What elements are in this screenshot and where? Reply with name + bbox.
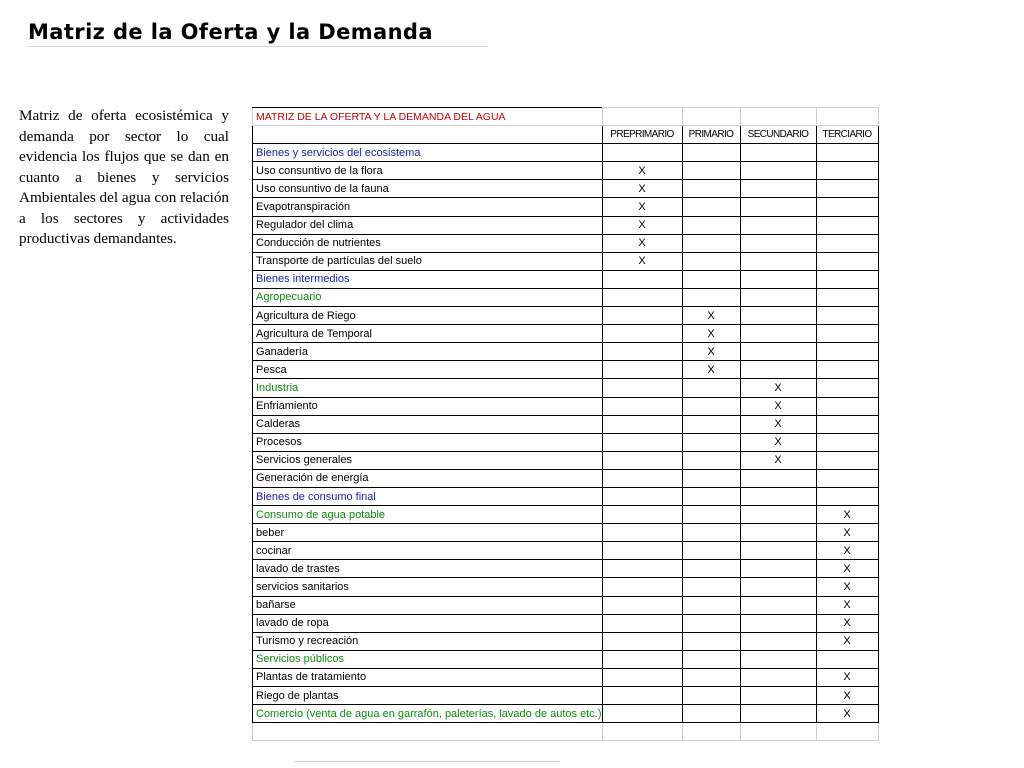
row-label: Regulador del clima [253, 216, 603, 234]
table-row [253, 687, 879, 705]
empty-cell [682, 451, 740, 469]
slide-title: Matriz de la Oferta y la Demanda [28, 20, 433, 44]
empty-cell [602, 379, 682, 397]
empty-cell [602, 343, 682, 361]
row-label: Agropecuario [253, 288, 603, 306]
table-row [253, 560, 879, 578]
empty-cell [682, 180, 740, 198]
empty-cell [682, 560, 740, 578]
empty-cell [816, 162, 878, 180]
row-label: Consumo de agua potable [253, 506, 603, 524]
empty-cell [740, 487, 816, 505]
x-mark-cell: X [816, 668, 878, 686]
table-row [253, 451, 879, 469]
row-label: Ganadería [253, 343, 603, 361]
table-row [253, 325, 879, 343]
empty-cell [682, 668, 740, 686]
matrix-title-row [253, 108, 879, 126]
row-label: Bienes intermedios [253, 270, 603, 288]
empty-cell [740, 524, 816, 542]
empty-cell [816, 723, 878, 741]
table-row [253, 216, 879, 234]
empty-cell [682, 487, 740, 505]
column-header-primario: PRIMARIO [682, 126, 740, 144]
empty-cell [816, 451, 878, 469]
empty-cell [682, 542, 740, 560]
row-label: Turismo y recreación [253, 632, 603, 650]
empty-cell [602, 668, 682, 686]
empty-cell [682, 252, 740, 270]
table-row [253, 578, 879, 596]
x-mark-cell: X [740, 415, 816, 433]
x-mark-cell: X [682, 307, 740, 325]
column-header-preprimario: PREPRIMARIO [602, 126, 682, 144]
table-row [253, 596, 879, 614]
empty-cell [740, 687, 816, 705]
empty-cell [602, 397, 682, 415]
empty-cell [816, 433, 878, 451]
x-mark-cell: X [602, 198, 682, 216]
x-mark-cell: X [816, 687, 878, 705]
empty-cell [816, 234, 878, 252]
empty-cell [682, 506, 740, 524]
row-label: bañarse [253, 596, 603, 614]
empty-cell [816, 415, 878, 433]
empty-cell [682, 234, 740, 252]
description-paragraph: Matriz de oferta ecosistémica y demanda por sector lo cual evidencia los flujos que se dan en cuanto a bienes y servicios Ambientales del agua con relación a los sectores y actividades productivas demandantes. [19, 107, 230, 247]
empty-cell [602, 288, 682, 306]
empty-cell [602, 614, 682, 632]
empty-cell [740, 198, 816, 216]
x-mark-cell: X [816, 614, 878, 632]
table-row [253, 524, 879, 542]
empty-cell [740, 650, 816, 668]
row-label: lavado de trastes [253, 560, 603, 578]
row-label: Conducción de nutrientes [253, 234, 603, 252]
x-mark-cell: X [602, 252, 682, 270]
empty-cell [602, 506, 682, 524]
empty-cell [740, 705, 816, 723]
table-row [253, 433, 879, 451]
row-label: cocinar [253, 542, 603, 560]
table-row [253, 307, 879, 325]
empty-cell [816, 379, 878, 397]
empty-cell [740, 469, 816, 487]
empty-cell [602, 560, 682, 578]
x-mark-cell: X [816, 506, 878, 524]
empty-cell [816, 650, 878, 668]
empty-cell [816, 343, 878, 361]
row-label: Enfriamiento [253, 397, 603, 415]
empty-cell [602, 705, 682, 723]
table-row [253, 270, 879, 288]
empty-cell [682, 270, 740, 288]
empty-cell [740, 560, 816, 578]
empty-cell [682, 415, 740, 433]
x-mark-cell: X [740, 379, 816, 397]
empty-cell [602, 596, 682, 614]
matrix-title: MATRIZ DE LA OFERTA Y LA DEMANDA DEL AGUA [253, 108, 603, 126]
row-label: Uso consuntivo de la fauna [253, 180, 603, 198]
table-row [253, 252, 879, 270]
empty-cell [740, 162, 816, 180]
x-mark-cell: X [816, 524, 878, 542]
header-blank-cell [253, 126, 603, 144]
x-mark-cell: X [740, 451, 816, 469]
row-label: Bienes de consumo final [253, 487, 603, 505]
empty-cell [682, 687, 740, 705]
empty-cell [602, 451, 682, 469]
empty-cell [816, 198, 878, 216]
empty-cell [740, 216, 816, 234]
x-mark-cell: X [740, 433, 816, 451]
empty-cell [740, 288, 816, 306]
empty-cell [682, 144, 740, 162]
row-label: Procesos [253, 433, 603, 451]
empty-cell [740, 325, 816, 343]
empty-cell [816, 397, 878, 415]
empty-cell [682, 216, 740, 234]
row-label: Servicios públicos [253, 650, 603, 668]
empty-cell [740, 343, 816, 361]
row-label: Servicios generales [253, 451, 603, 469]
row-label: lavado de ropa [253, 614, 603, 632]
empty-cell [602, 578, 682, 596]
empty-cell [682, 650, 740, 668]
empty-cell [816, 288, 878, 306]
x-mark-cell: X [816, 632, 878, 650]
empty-cell [682, 614, 740, 632]
empty-cell [740, 307, 816, 325]
x-mark-cell: X [602, 162, 682, 180]
row-label: Uso consuntivo de la flora [253, 162, 603, 180]
row-label: Calderas [253, 415, 603, 433]
table-row [253, 397, 879, 415]
row-label: Plantas de tratamiento [253, 668, 603, 686]
footer-rule [294, 761, 560, 762]
row-label: Industria [253, 379, 603, 397]
empty-cell [816, 361, 878, 379]
x-mark-cell: X [602, 234, 682, 252]
row-label: servicios sanitarios [253, 578, 603, 596]
empty-cell [602, 469, 682, 487]
row-label: Evapotranspiración [253, 198, 603, 216]
empty-cell [602, 415, 682, 433]
empty-cell [740, 596, 816, 614]
table-row [253, 705, 879, 723]
matrix-header-row [253, 126, 879, 144]
table-row [253, 288, 879, 306]
empty-cell [682, 162, 740, 180]
empty-cell [682, 198, 740, 216]
row-label: Riego de plantas [253, 687, 603, 705]
table-row [253, 379, 879, 397]
table-row [253, 361, 879, 379]
x-mark-cell: X [740, 397, 816, 415]
empty-cell [740, 632, 816, 650]
row-label: Pesca [253, 361, 603, 379]
empty-cell [740, 578, 816, 596]
x-mark-cell: X [602, 180, 682, 198]
empty-cell [816, 487, 878, 505]
empty-cell [602, 144, 682, 162]
table-row [253, 614, 879, 632]
table-row [253, 343, 879, 361]
empty-cell [816, 144, 878, 162]
empty-cell [682, 397, 740, 415]
row-label: Transporte de partículas del suelo [253, 252, 603, 270]
table-row [253, 668, 879, 686]
table-row [253, 198, 879, 216]
table-row [253, 487, 879, 505]
empty-cell [602, 632, 682, 650]
empty-cell [740, 180, 816, 198]
table-row [253, 506, 879, 524]
empty-cell [740, 506, 816, 524]
empty-cell [740, 270, 816, 288]
empty-cell [816, 180, 878, 198]
x-mark-cell: X [682, 361, 740, 379]
title-underline [28, 46, 488, 47]
table-row [253, 469, 879, 487]
empty-cell [602, 307, 682, 325]
row-label: Agricultura de Riego [253, 307, 603, 325]
empty-cell [682, 723, 740, 741]
empty-cell [740, 542, 816, 560]
empty-cell [602, 542, 682, 560]
empty-cell [816, 325, 878, 343]
empty-cell [682, 288, 740, 306]
empty-cell [682, 705, 740, 723]
x-mark-cell: X [816, 596, 878, 614]
x-mark-cell: X [816, 705, 878, 723]
empty-cell [816, 307, 878, 325]
empty-cell [816, 216, 878, 234]
table-row [253, 144, 879, 162]
empty-cell [740, 723, 816, 741]
table-row [253, 542, 879, 560]
x-mark-cell: X [816, 560, 878, 578]
empty-cell [253, 723, 603, 741]
empty-cell [816, 252, 878, 270]
empty-cell [602, 361, 682, 379]
empty-cell [682, 596, 740, 614]
table-row [253, 650, 879, 668]
empty-cell [682, 433, 740, 451]
table-row [253, 162, 879, 180]
x-mark-cell: X [682, 343, 740, 361]
row-label: Agricultura de Temporal [253, 325, 603, 343]
empty-cell [682, 469, 740, 487]
row-label: beber [253, 524, 603, 542]
empty-cell [816, 469, 878, 487]
empty-cell [740, 668, 816, 686]
empty-cell [682, 379, 740, 397]
column-header-secundario: SECUNDARIO [740, 126, 816, 144]
table-row [253, 180, 879, 198]
x-mark-cell: X [602, 216, 682, 234]
empty-cell [816, 270, 878, 288]
empty-cell [682, 578, 740, 596]
table-row [253, 415, 879, 433]
row-label: Comercio (venta de agua en garrafón, paleterías, lavado de autos etc.) [253, 705, 603, 723]
empty-row [253, 723, 879, 741]
supply-demand-matrix [252, 107, 879, 741]
x-mark-cell: X [682, 325, 740, 343]
empty-cell [602, 687, 682, 705]
empty-cell [740, 361, 816, 379]
row-label: Generación de energía [253, 469, 603, 487]
column-header-terciario: TERCIARIO [816, 126, 878, 144]
empty-cell [740, 144, 816, 162]
empty-cell [602, 487, 682, 505]
x-mark-cell: X [816, 578, 878, 596]
x-mark-cell: X [816, 542, 878, 560]
empty-cell [740, 614, 816, 632]
empty-cell [602, 433, 682, 451]
empty-cell [682, 632, 740, 650]
table-row [253, 234, 879, 252]
table-row [253, 632, 879, 650]
empty-cell [740, 252, 816, 270]
row-label: Bienes y servicios del ecosistema [253, 144, 603, 162]
empty-cell [682, 524, 740, 542]
empty-cell [740, 234, 816, 252]
empty-cell [602, 723, 682, 741]
empty-cell [602, 270, 682, 288]
empty-cell [602, 524, 682, 542]
empty-cell [602, 650, 682, 668]
empty-cell [602, 325, 682, 343]
